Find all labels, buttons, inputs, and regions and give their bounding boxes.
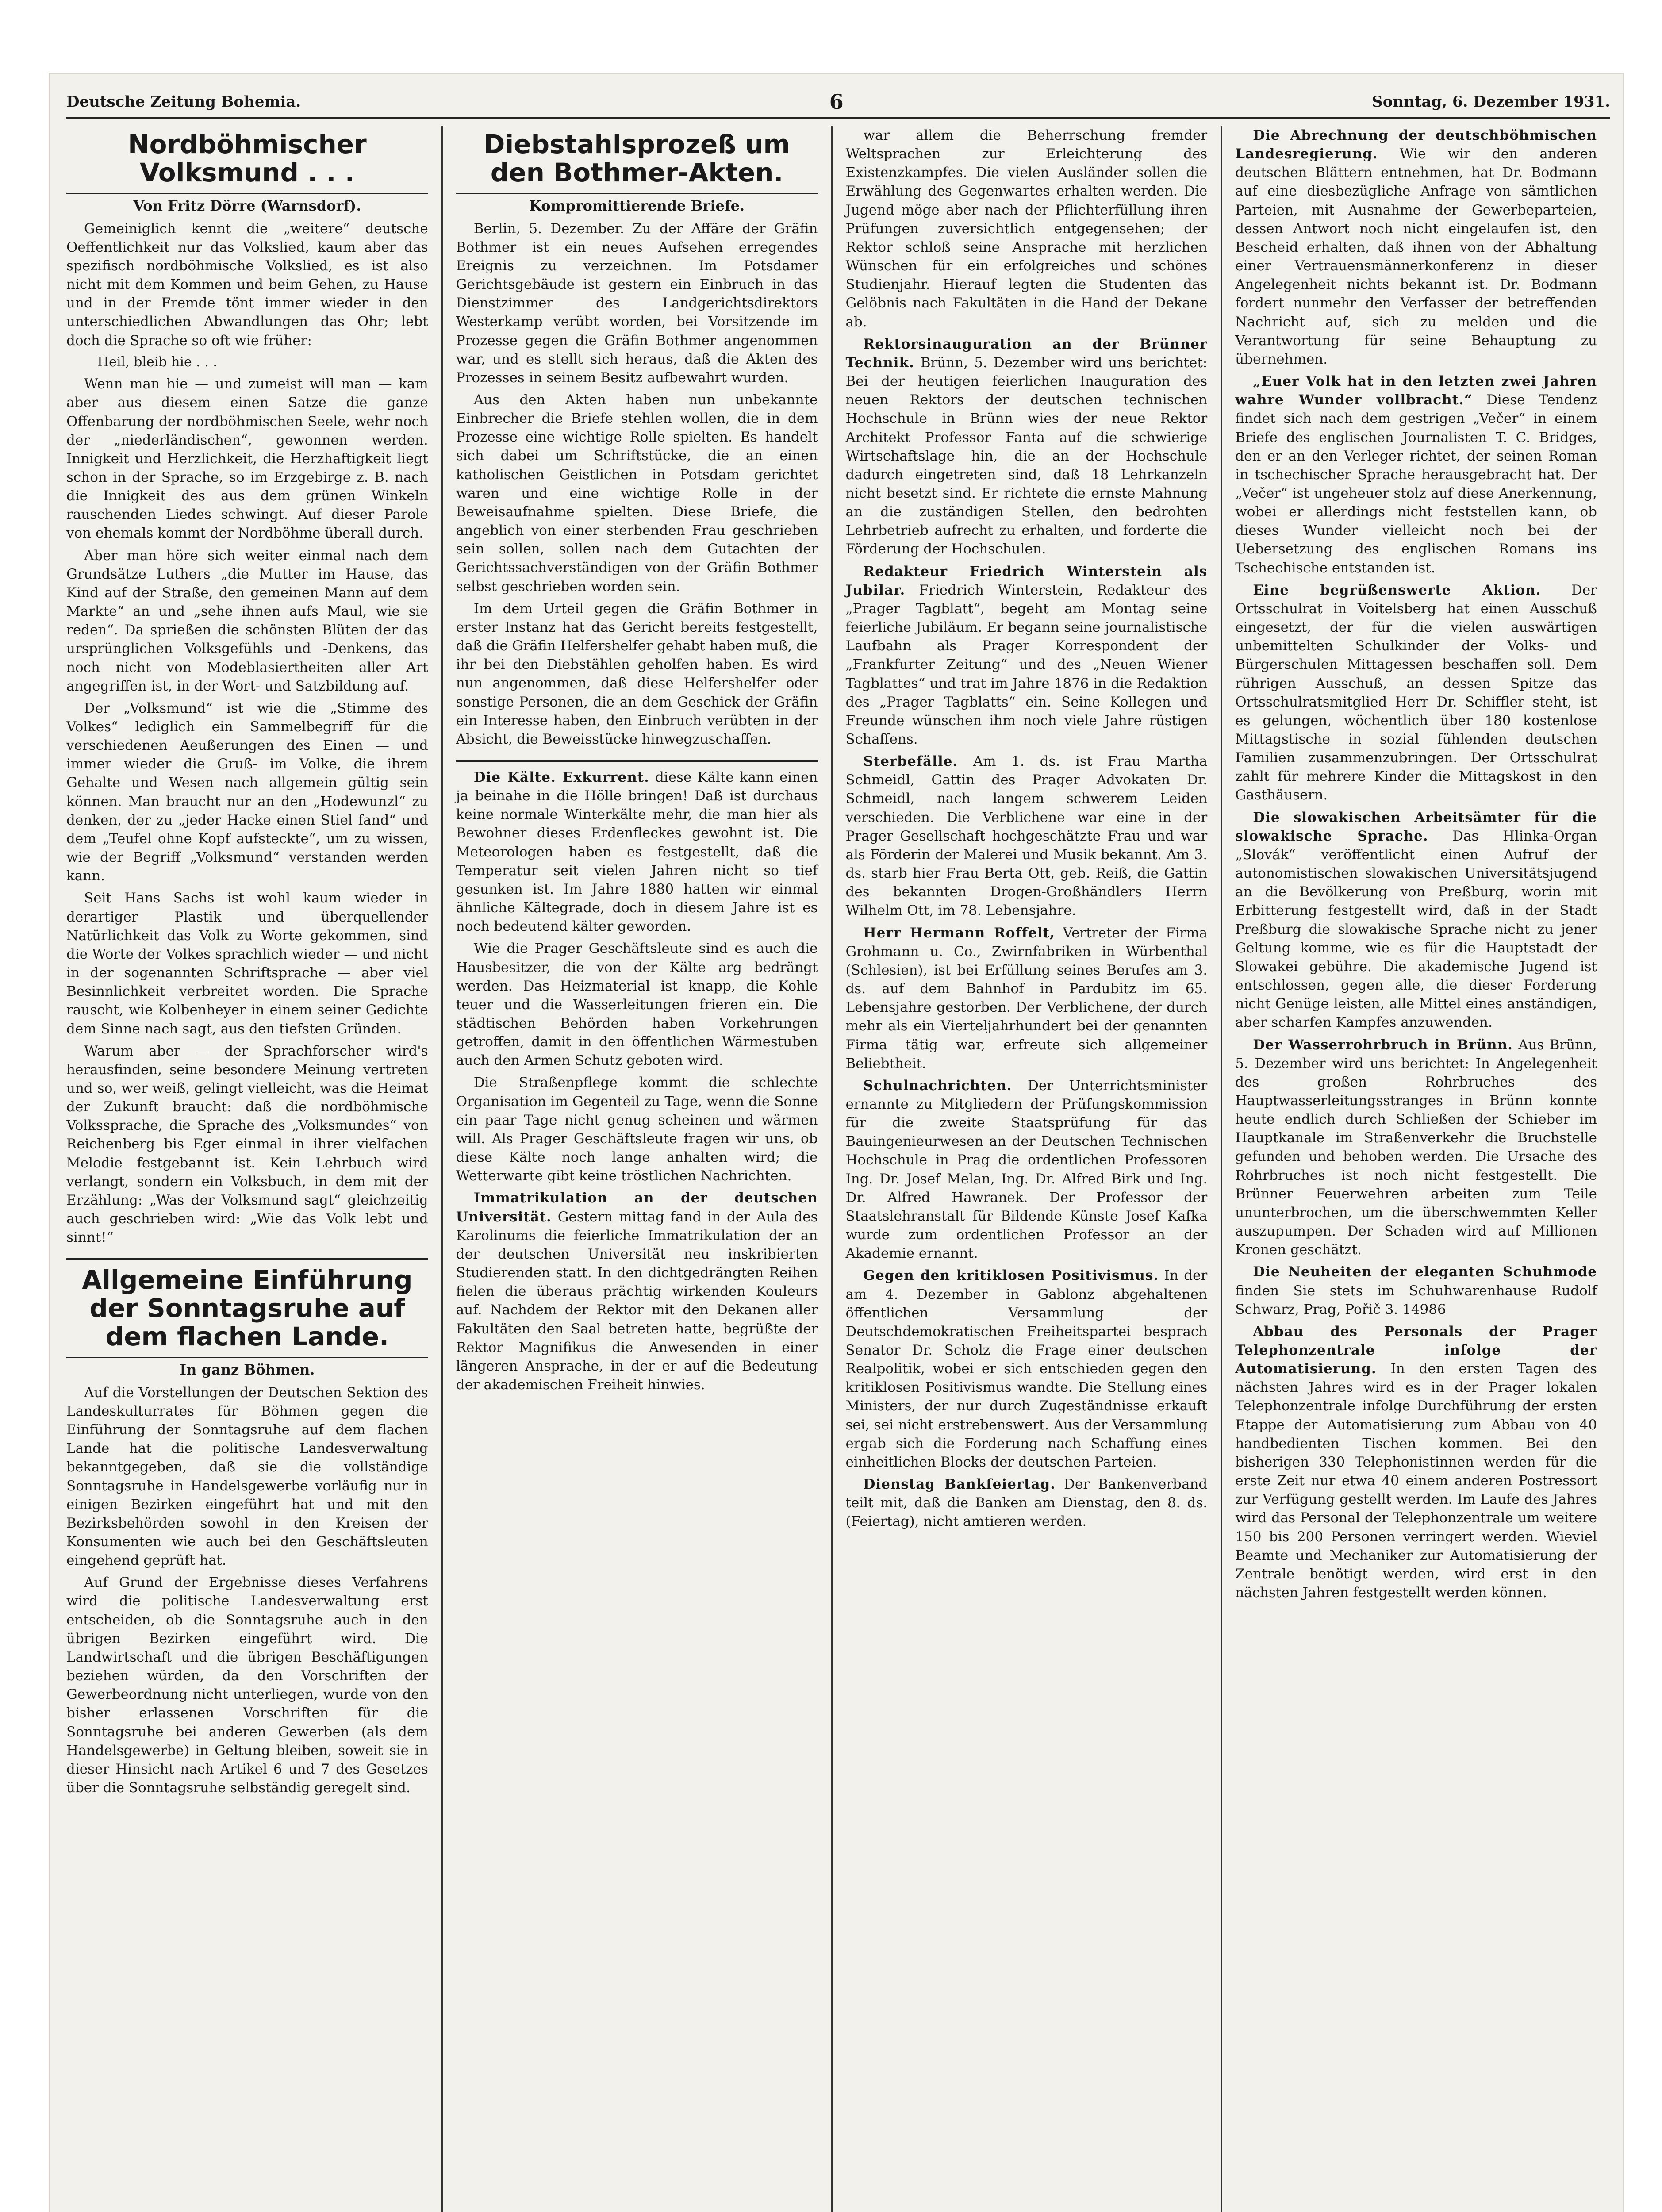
article-paragraph xyxy=(846,562,1208,749)
column-1 xyxy=(66,126,443,2212)
article-paragraph: Warum aber — der Sprachforscher wird's herausfinden, seine besondere Meinung vertreten und so, wer weiß, gelingt vielleicht, was die Heimat der Zukunft braucht: daß die nordböhmische Volkssprache, die Sprache des „Volksmundes“ von Reichenberg bis Eger einmal in ihrer vielfachen Melodie festgebannt ist. Kein Lehrbuch wird verlangt, sondern ein Volksbuch, in dem mit der Erzählung: „Was der Volksmund sagt“ gleichzeitig auch geschrieben wird: „Wie das Volk lebt und sinnt!“ xyxy=(66,1043,428,1246)
article-paragraph: Seit Hans Sachs ist wohl kaum wieder in derartiger Plastik und überquellender Natürlichkeit das Volk zu Worte gekommen, sind die Worte der Volkes sprachlich wieder — und nicht in der sogenannten Schriftsprache — aber viel Besinnlichkeit verbreitet worden. Die Sprache rauscht, wie Kolbenheyer in einem seiner Gedichte dem Sinne nach sagt, aus den tiefsten Gründen. xyxy=(66,890,428,1037)
paragraph-lead: „Euer Volk hat in den letzten zwei Jahren wahre Wunder vollbracht.“ xyxy=(1235,373,1597,408)
article-byline: Von Fritz Dörre (Warnsdorf). xyxy=(133,197,361,214)
column-3 xyxy=(833,126,1222,2212)
article-paragraph xyxy=(846,924,1208,1073)
paragraph-text: diese Kälte kann einen ja beinahe in die Hölle bringen! Daß ist durchaus keine normale Winterkälte mehr, die man hier als Bewohner dieses Erdenfleckes gewohnt ist. Die Meteorologen haben es festgestellt, daß die Temperatur seit vielen Jahren nicht so tief gesunken ist. Im Jahre 1880 hatten wir einmal ähnliche Kältegrade, doch in diesem Jahre ist es noch bedeutend kälter geworden. xyxy=(456,769,818,935)
paragraph-lead: Sterbefälle. xyxy=(863,753,958,770)
column-4 xyxy=(1222,126,1610,2212)
paragraph-text: Vertreter der Firma Grohmann u. Co., Zwirnfabriken in Würbenthal (Schlesien), ist bei Erfüllung seines Berufes am 3. ds. auf dem Bahnhof in Pardubitz im 65. Lebensjahre gestorben. Der Verblichene, der durch mehr als ein Vierteljahrhundert bei der genannten Firma tätig war, erfreute sich allgemeiner Beliebtheit. xyxy=(845,925,1208,1071)
article-divider xyxy=(456,760,818,762)
paragraph-lead: Schulnachrichten. xyxy=(863,1077,1012,1094)
article-paragraph xyxy=(1235,581,1597,805)
running-head-date: Sonntag, 6. Dezember 1931. xyxy=(1372,93,1610,111)
paragraph-text: Am 1. ds. ist Frau Martha Schmeidl, Gattin des Prager Advokaten Dr. Schmeidl, nach langem schwerem Leiden verschieden. Die Verblichene war eine in der Prager Gesellschaft hochgeschätzte Frau und war als Förderin der Malerei und Musik bekannt. Am 3. ds. starb hier Frau Berta Ott, geb. Reiß, die Gattin des bekannten Drogen-Großhändlers Herrn Wilhelm Ott, im 78. Lebensjahre. xyxy=(845,753,1208,919)
article-divider xyxy=(66,1258,428,1260)
paragraph-lead: Immatrikulation an der deutschen Universität. xyxy=(456,1190,818,1225)
article-paragraph xyxy=(1235,372,1597,577)
article-paragraph: Die Straßenpflege kommt die schlechte Organisation im Gegenteil zu Tage, wenn die Sonne ein paar Tage nicht genug scheinen und wärmen will. Als Prager Geschäftsleute fragen wir uns, ob diese Kälte noch lange anhalten wird; die Wetterwarte gibt keine tröstlichen Nachrichten. xyxy=(456,1075,818,1184)
paragraph-text: finden Sie stets im Schuhwarenhause Rudolf Schwarz, Prag, Pořič 3. 14986 xyxy=(1235,1283,1597,1317)
article-paragraph xyxy=(456,768,818,936)
paragraph-lead: Dienstag Bankfeiertag. xyxy=(863,1476,1056,1493)
article-paragraph xyxy=(1235,1036,1597,1260)
article-verse: Heil, bleib hie . . . xyxy=(97,354,217,370)
newspaper-page xyxy=(49,73,1624,2212)
article-paragraph xyxy=(456,1189,818,1394)
article-paragraph: Auf Grund der Ergebnisse dieses Verfahrens wird die politische Landesverwaltung erst entscheiden, ob die Sonntagsruhe auch in den übrigen Bezirken eingeführt wird. Die Landwirtschaft und die übrigen Beschäftigungen beziehen würden, da den Vorschriften der Gewerbeordnung nicht unterliegen, wurde von den bisher erlassenen Vorschriften für die Sonntagsruhe bei anderen Gewerben (als dem Handelsgewerbe) in Geltung bleiben, soweit sie in dieser Hinsicht nach Artikel 6 und 7 des Gesetzes über die Sonntagsruhe selbständig geregelt sind. xyxy=(66,1575,428,1796)
paragraph-lead: Die Neuheiten der eleganten Schuhmode xyxy=(1253,1264,1597,1280)
paragraph-lead: Die slowakischen Arbeitsämter für die slowakische Sprache. xyxy=(1235,809,1597,844)
paragraph-text: In der am 4. Dezember in Gablonz abgehaltenen öffentlichen Versammlung der Deutschdemokratischen Freiheitspartei besprach Senator Dr. Scholz die Frage einer deutschen Realpolitik, wobei er sich entschieden gegen den kritiklosen Positivismus wandte. Die Stellung eines Ministers, der nur durch Zugeständnisse erkauft sei, sei nicht erstrebenswert. Aus der Versammlung ergab sich die Forderung nach Schaffung eines einheitlichen Blocks der deutschen Parteien. xyxy=(845,1267,1208,1470)
paragraph-lead: Herr Hermann Roffelt, xyxy=(863,925,1055,941)
paragraph-text: Der Ortsschulrat in Voitelsberg hat einen Ausschuß eingesetzt, der für die vielen auswärtigen unbemittelten Schulkinder der Volks- und Bürgerschulen Mittagessen beschaffen soll. Dem rührigen Ausschuß, an dessen Spitze das Ortsschulratsmitglied Herr Dr. Schiffler steht, ist es gelungen, wöchentlich über 180 kostenlose Mittagstische in sozial fühlenden deutschen Familien zusammenzubringen. Der Ortsschulrat zahlt für mehrere Kinder die Mittagskost in den Gasthäusern. xyxy=(1235,582,1597,803)
article-paragraph: Im dem Urteil gegen die Gräfin Bothmer in erster Instanz hat das Gericht bereits festgestellt, daß die Gräfin Helfershelfer gehabt haben muß, die ihr bei den Diebstählen geholfen haben. Es wird nun angenommen, daß diese Helfershelfer oder sonstige Personen, die an dem Geschick der Gräfin ein Interesse haben, den Einbruch verübten in der Absicht, die Beweisstücke hinwegzuschaffen. xyxy=(456,600,818,747)
article-paragraph xyxy=(846,1076,1208,1263)
paragraph-lead: Die Abrechnung der deutschböhmischen Landesregierung. xyxy=(1235,127,1597,162)
article-paragraph: war allem die Beherrschung fremder Weltsprachen zur Erleichterung des Existenzkampfes. Die vielen Ausländer sollen die Erwählung des Gegenwartes erhalten werden. Die Jugend möge aber nach der Pflichterfüllung ihren Prüfungen zuversichtlich entgegensehen; der Rektor schloß seine Ansprache mit herzlichen Wünschen für ein erfolgreiches und schönes Studienjahr. Hierauf legten die Studenten das Gelöbnis nach Fakultäten in die Hand der Dekane ab. xyxy=(845,127,1208,330)
article-paragraph: Wenn man hie — und zumeist will man — kam aber aus diesem einen Satze die ganze Offenbarung der nordböhmischen Seele, wehr noch der „niederländischen“, gewonnen werden. Innigkeit und Herzlichkeit, die Herzhaftigkeit liegt schon in der Sprache, so im Erzgebirge z. B. nach die Innigkeit des aus dem grünen Winkeln rauschenden Liedes schwingt. Auf dieser Parole von ehemals kommt der Nordböhme überall durch. xyxy=(66,376,428,541)
article-headline: Diebstahlsprozeß um den Bothmer-Akten. xyxy=(456,131,818,194)
paragraph-text: Gestern mittag fand in der Aula des Karolinums die feierliche Immatrikulation der an der deutschen Universität neu inskribierten Studierenden statt. In den dichtgedrängten Reihen fielen die überaus prächtig wirkenden Kouleurs auf. Nachdem der Rektor mit den Dekanen aller Fakultäten den Saal betreten hatte, begrüßte der Rektor Magnifikus die Anwesenden in einer längeren Ansprache, in der er auf die Bedeutung der akademischen Freiheit hinwies. xyxy=(456,1209,818,1393)
paragraph-text: Der Bankenverband teilt mit, daß die Banken am Dienstag, den 8. ds. (Feiertag), nicht amtieren werden. xyxy=(845,1476,1208,1530)
paragraph-lead: Die Kälte. Exkurrent. xyxy=(473,769,649,785)
paragraph-text: Friedrich Winterstein, Redakteur des „Prager Tagblatt“, begeht am Montag seine feierliche Jubiläum. Er begann seine journalistische Laufbahn als Prager Korrespondent der „Frankfurter Zeitung“ und des „Neuen Wiener Tagblattes“ und trat im Jahre 1876 in die Redaktion des „Prager Tagblatts“ ein. Seine Kollegen und Freunde wünschen ihm noch viele Jahre rüstigen Schaffens. xyxy=(845,582,1208,747)
article-paragraph: Gemeiniglich kennt die „weitere“ deutsche Oeffentlichkeit nur das Volkslied, kaum aber das spezifisch nordböhmische Volkslied, es ist also nicht mit dem Kommen und beim Gehen, zu Hause und in der Fremde tönt immer wieder in den unterschiedlichen Abwandlungen das Ohr; lebt doch die Sprache so oft wie früher: xyxy=(66,220,428,349)
article-paragraph xyxy=(846,752,1208,920)
article-paragraph xyxy=(1235,1263,1597,1318)
article-subhead: In ganz Böhmen. xyxy=(180,1361,315,1378)
article-paragraph: Auf die Vorstellungen der Deutschen Sektion des Landeskulturrates für Böhmen gegen die Einführung der Sonntagsruhe auf dem flachen Lande hat die politische Landesverwaltung bekanntgegeben, daß sie die vollständige Sonntagsruhe in Handelsgewerbe vorläufig nur in einigen Bezirken eingeführt hat und mit den Bezirksbehörden sowohl in den Kreisen der Konsumenten wie auch bei den Geschäftsleuten eingehend geprüft hat. xyxy=(66,1384,428,1569)
article-headline: Nordböhmischer Volksmund . . . xyxy=(66,131,428,194)
paragraph-lead: Redakteur Friedrich Winterstein als Jubilar. xyxy=(845,563,1208,598)
paragraph-lead: Rektorsinauguration an der Brünner Technik. xyxy=(845,336,1208,371)
paragraph-lead: Gegen den kritiklosen Positivismus. xyxy=(863,1267,1159,1284)
paragraph-text: Aus Brünn, 5. Dezember wird uns berichtet: In Angelegenheit des großen Rohrbruches des Hauptwasserleitungsstranges in Brünn konnte heute endlich durch Schließen der Schieber im Hauptkanale im Straßenverkehr die Bruchstelle gefunden und behoben werden. Die Ursache des Rohrbruches ist noch nicht festgestellt. Die Brünner Feuerwehren arbeiten zum Teile ununterbrochen, um die überschwemmten Keller auszupumpen. Der Schaden wird auf Millionen Kronen geschätzt. xyxy=(1235,1037,1597,1258)
article-paragraph: Berlin, 5. Dezember. Zu der Affäre der Gräfin Bothmer ist ein neues Aufsehen erregendes Ereignis zu verzeichnen. Im Potsdamer Gerichtsgebäude ist gestern ein Einbruch in das Dienstzimmer des Landgerichtsdirektors Westerkamp verübt worden, bei Vorsitzende im Prozesse gegen die Gräfin Bothmer angenommen war, und es stellt sich heraus, daß die Akten des Prozesses in seinem Besitz aufbewahrt wurden. xyxy=(456,220,818,386)
paragraph-lead: Der Wasserrohrbruch in Brünn. xyxy=(1253,1037,1513,1053)
article-paragraph xyxy=(846,1266,1208,1471)
article-paragraph xyxy=(846,1475,1208,1531)
paragraph-text: Das Hlinka-Organ „Slovák“ veröffentlicht einen Aufruf der autonomistischen slowakischen Universitätsjugend an die Bevölkerung von Preßburg, worin mit Erbitterung festgestellt wird, daß in der Stadt Preßburg die slowakische Sprache nicht zu jener Geltung komme, wie es für die Hauptstadt der Slowakei gebühre. Die akademische Jugend ist entschlossen, gegen alle, die dieser Forderung nicht Genüge leisten, alle Mittel eines anständigen, aber scharfen Kampfes anzuwenden. xyxy=(1235,828,1597,1031)
paragraph-text: Der Unterrichtsminister ernannte zu Mitgliedern der Prüfungskommission für die zweite Staatsprüfung für das Bauingenieurwesen an der Deutschen Technischen Hochschule in Prag die ordentlichen Professoren Ing. Dr. Josef Melan, Ing. Dr. Alfred Birk und Ing. Dr. Alfred Hawranek. Der Professor der Staatslehranstalt für Bildende Künste Josef Kafka wurde zum ordentlichen Professor an der Akademie ernannt. xyxy=(845,1077,1208,1262)
article-headline: Allgemeine Einführung der Sonntagsruhe auf dem flachen Lande. xyxy=(66,1266,428,1357)
article-subhead: Kompromittierende Briefe. xyxy=(529,197,745,214)
article-paragraph: Aber man höre sich weiter einmal nach dem Grundsätze Luthers „die Mutter im Hause, das Kind auf der Straße, den gemeinen Mann auf dem Markte“ an und „sehe ihnen aufs Maul, wie sie reden“. Da sprießen die schönsten Blüten der das ursprünglichen Volksgefühls und -Denkens, das noch nicht von Modeblasiertheiten aller Art angegriffen ist, in der Wort- und Satzbildung auf. xyxy=(66,547,428,694)
article-paragraph: Wie die Prager Geschäftsleute sind es auch die Hausbesitzer, die von der Kälte arg bedrängt werden. Das Heizmaterial ist knapp, die Kohle teuer und die Wasserleitungen frieren ein. Die städtischen Behörden haben Vorkehrungen getroffen, damit in den öffentlichen Wärmestuben auch den Armen Schutz geboten wird. xyxy=(456,941,818,1069)
paragraph-text: In den ersten Tagen des nächsten Jahres wird es in der Prager lokalen Telephonzentrale infolge Durchführung der ersten Etappe der Automatisierung zum Abbau von 40 handbedienten Tischen kommen. Bei den bisherigen 330 Telephonistinnen werden für die erste Zeit nur etwa 40 einem anderen Postressort zur Verfügung gestellt werden. Im Laufe des Jahres wird das Personal der Telephonzentrale um weitere 150 bis 200 Personen verringert werden. Wieviel Beamte und Mechaniker zur Automatisierung der Zentrale benötigt werden, wird erst in den nächsten Jahren festgestellt werden können. xyxy=(1235,1361,1597,1601)
column-2 xyxy=(443,126,833,2212)
paragraph-text: Wie wir den anderen deutschen Blättern entnehmen, hat Dr. Bodmann auf eine diesbezügliche Anfrage von sämtlichen Parteien, mit Ausnahme der Gewerbeparteien, dessen Antwort noch nicht eingelaufen ist, den Bescheid erhalten, daß ihnen von der Abhaltung einer Vertrauensmännerkonferenz in dieser Angelegenheit nichts bekannt ist. Dr. Bodmann fordert nunmehr den Verfasser der betreffenden Nachricht auf, sich zu melden und die Verantwortung für seine Behauptung zu übernehmen. xyxy=(1235,146,1597,367)
page-number: 6 xyxy=(829,90,844,114)
paragraph-text: Brünn, 5. Dezember wird uns berichtet: Bei der heutigen feierlichen Inauguration des neuen Rektors der deutschen technischen Hochschule in Brünn wies der neue Rektor Architekt Professor Fanta auf die schwierige Wirtschaftslage hin, die an der Hochschule dadurch eingetreten sind, daß 18 Lehrkanzeln nicht besetzt sind. Er richtete die ernste Mahnung an die zuständigen Stellen, den bedrohten Lehrbetrieb aufrecht zu erhalten, und forderte die Förderung der Hochschulen. xyxy=(845,354,1208,557)
paragraph-lead: Abbau des Personals der Prager Telephonzentrale infolge der Automatisierung. xyxy=(1235,1323,1597,1377)
article-paragraph xyxy=(846,335,1208,559)
article-paragraph xyxy=(1235,1322,1597,1602)
article-paragraph xyxy=(1235,126,1597,369)
paragraph-text: Diese Tendenz findet sich nach dem gestrigen „Večer“ in einem Briefe des englischen Journalisten T. C. Bridges, den er an den Verleger richtet, der seinen Roman in tschechischer Sprache herausgebracht hat. Der „Večer“ ist ungeheuer stolz auf diese Anerkennung, wobei er allerdings nicht feststellen kann, ob dieses Wunder vielleicht noch bei der Uebersetzung des englischen Romans ins Tschechische entstanden ist. xyxy=(1235,392,1597,576)
columns xyxy=(66,126,1610,2212)
running-head-title: Deutsche Zeitung Bohemia. xyxy=(66,93,301,111)
article-paragraph: Der „Volksmund“ ist wie die „Stimme des Volkes“ lediglich ein Sammelbegriff für die verschiedenen Aeußerungen des Einen — und immer wieder die Gruß- im Volke, die ihrem Gehalte und Wesen nach allgemein gültig sein können. Man braucht nur an den „Hodewunzl“ zu denken, der zu „jeder Hacke einen Stiel fand“ und dem „Teufel ohne Kopf aufsteckte“, um zu wissen, wie der Begriff „Volksmund“ verstanden werden kann. xyxy=(66,700,428,884)
running-head xyxy=(66,86,1610,119)
paragraph-lead: Eine begrüßenswerte Aktion. xyxy=(1253,582,1541,598)
article-paragraph xyxy=(1235,808,1597,1032)
article-paragraph: Aus den Akten haben nun unbekannte Einbrecher die Briefe stehlen wollen, die in dem Prozesse eine wichtige Rolle spielten. Es handelt sich dabei um Schriftstücke, die an einen katholischen Geistlichen in Potsdam gerichtet waren und eine wichtige Rolle in der Beweisaufnahme spielten. Diese Briefe, die angeblich von einer sterbenden Frau geschrieben sein sollen, sollen nach dem Gutachten der Gerichtssachverständigen von der Gräfin Bothmer selbst geschrieben worden sein. xyxy=(456,392,818,595)
